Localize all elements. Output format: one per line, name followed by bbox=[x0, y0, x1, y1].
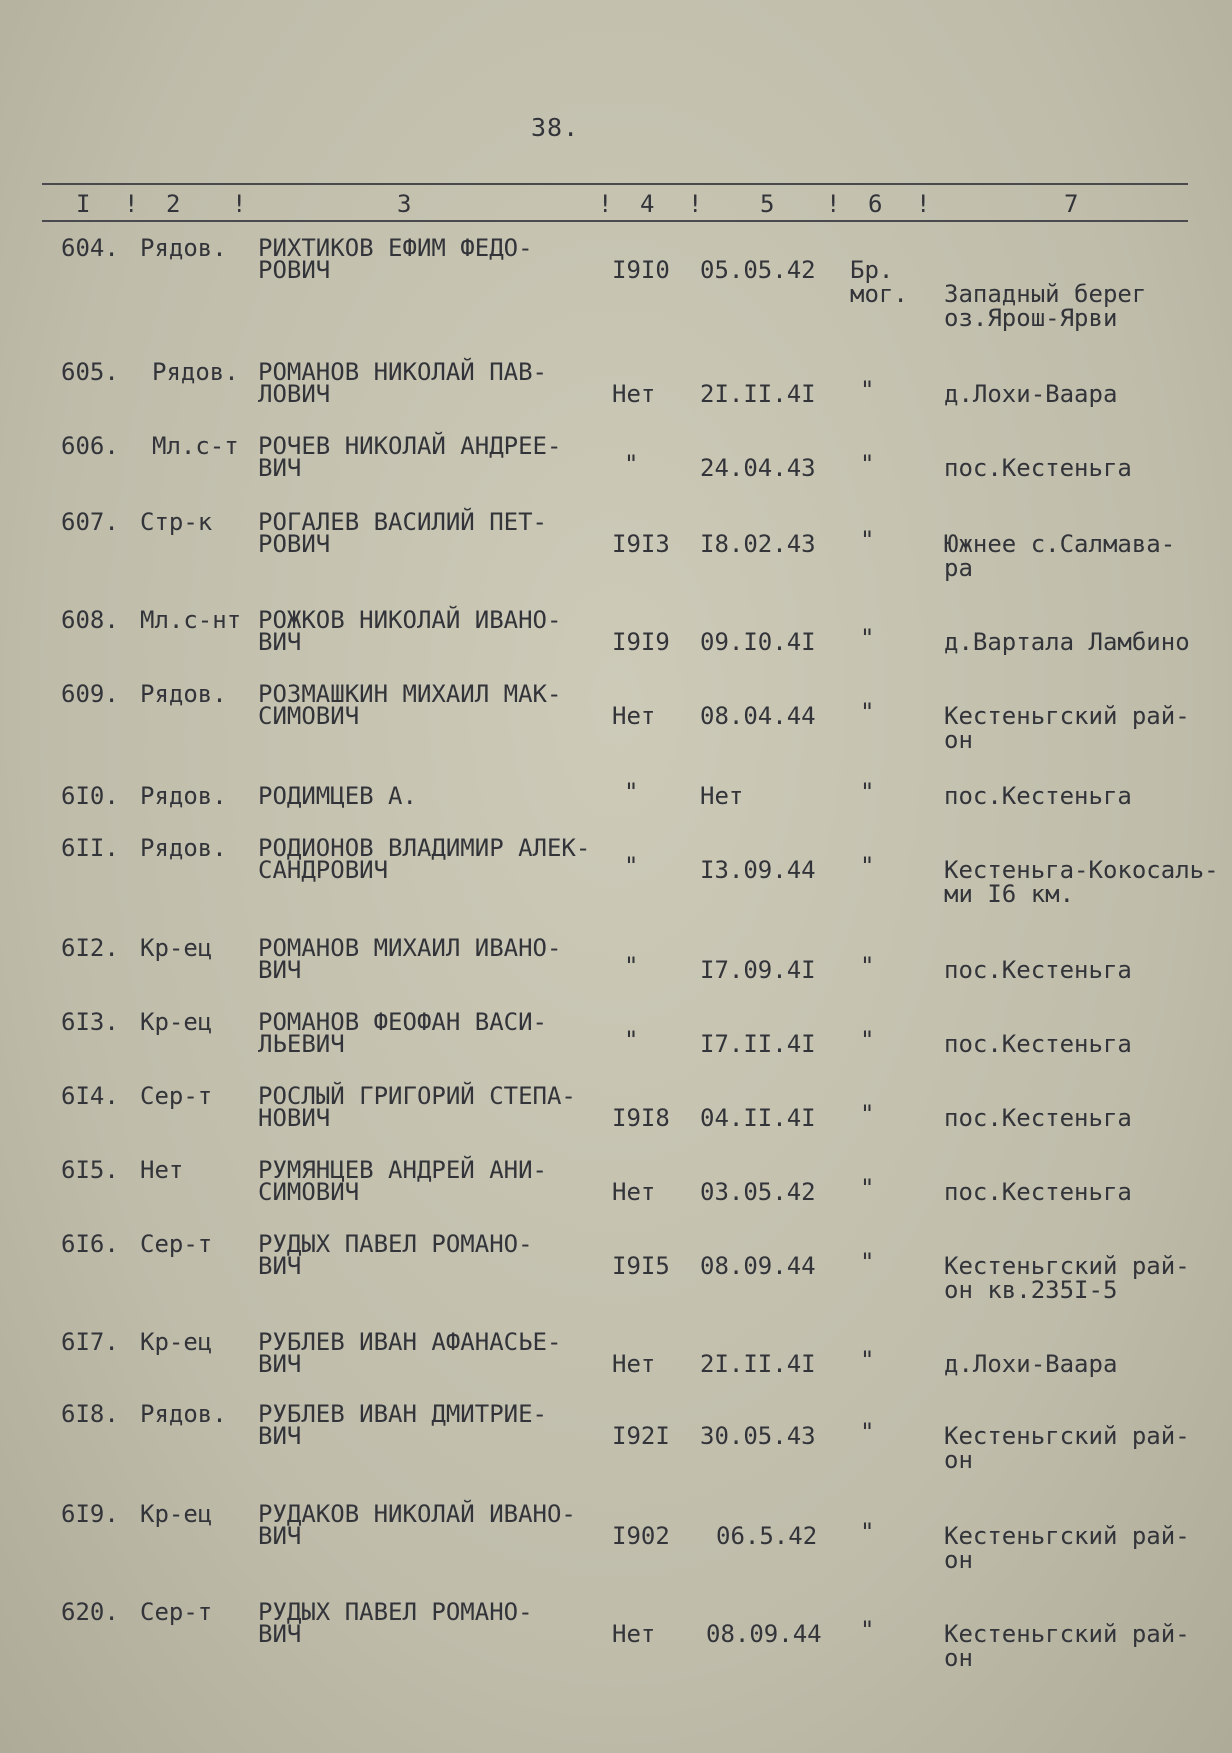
row-death-date: 08.04.44 bbox=[700, 702, 816, 730]
row-burial-type: " bbox=[860, 1418, 875, 1446]
row-rank: Стр-к bbox=[140, 508, 213, 536]
row-name: РОЖКОВ НИКОЛАЙ ИВАНО- ВИЧ bbox=[258, 606, 562, 656]
row-number: 608. bbox=[61, 606, 119, 634]
page-number: 38. bbox=[531, 113, 580, 142]
row-burial-type: " bbox=[860, 1174, 875, 1202]
table-row bbox=[0, 1500, 1232, 1574]
row-burial-place: Кестеньгский рай- он bbox=[944, 702, 1190, 754]
row-birth-year: I9I3 bbox=[612, 530, 670, 558]
row-number: 6I4. bbox=[61, 1082, 119, 1110]
row-birth-year: I9I8 bbox=[612, 1104, 670, 1132]
row-burial-place: д.Вартала Ламбино bbox=[944, 628, 1190, 656]
header-col-3: 3 bbox=[397, 190, 412, 218]
header-col-4: 4 bbox=[640, 190, 655, 218]
row-birth-year: Нет bbox=[612, 380, 656, 408]
row-death-date: 30.05.43 bbox=[700, 1422, 816, 1450]
row-number: 606. bbox=[61, 432, 119, 460]
row-name: РУМЯНЦЕВ АНДРЕЙ АНИ- СИМОВИЧ bbox=[258, 1156, 547, 1206]
row-birth-year: I92I bbox=[612, 1422, 670, 1450]
header-col-7: 7 bbox=[1064, 190, 1079, 218]
row-burial-type: " bbox=[860, 450, 875, 478]
row-burial-place: Кестеньгский рай- он кв.235I-5 bbox=[944, 1252, 1190, 1304]
row-number: 609. bbox=[61, 680, 119, 708]
row-burial-place: Западный берег оз.Ярош-Ярви bbox=[944, 280, 1147, 332]
row-burial-type: " bbox=[860, 698, 875, 726]
row-number: 6I6. bbox=[61, 1230, 119, 1258]
row-name: РУДАКОВ НИКОЛАЙ ИВАНО- ВИЧ bbox=[258, 1500, 576, 1550]
table-row bbox=[0, 934, 1232, 984]
table-row bbox=[0, 358, 1232, 408]
header-separator: ! bbox=[916, 190, 931, 218]
row-birth-year: " bbox=[624, 450, 639, 478]
row-burial-type: " bbox=[860, 1248, 875, 1276]
row-rank: Сер-т bbox=[140, 1230, 213, 1258]
row-rank: Нет bbox=[140, 1156, 184, 1184]
header-separator: ! bbox=[124, 190, 139, 218]
row-rank: Рядов. bbox=[152, 358, 239, 386]
row-name: РОДИМЦЕВ А. bbox=[258, 782, 417, 810]
header-separator: ! bbox=[826, 190, 841, 218]
table-row bbox=[0, 834, 1232, 908]
row-death-date: 2I.II.4I bbox=[700, 380, 816, 408]
row-death-date: I8.02.43 bbox=[700, 530, 816, 558]
header-col-1: I bbox=[76, 190, 91, 218]
row-burial-type: " bbox=[860, 1616, 875, 1644]
row-name: РУДЫХ ПАВЕЛ РОМАНО- ВИЧ bbox=[258, 1230, 533, 1280]
row-death-date: 06.5.42 bbox=[716, 1522, 818, 1550]
row-rank: Кр-ец bbox=[140, 934, 213, 962]
table-row bbox=[0, 508, 1232, 582]
row-name: РОМАНОВ МИХАИЛ ИВАНО- ВИЧ bbox=[258, 934, 562, 984]
row-death-date: 09.I0.4I bbox=[700, 628, 816, 656]
row-name: РОЗМАШКИН МИХАИЛ МАК- СИМОВИЧ bbox=[258, 680, 562, 730]
row-birth-year: " bbox=[624, 852, 639, 880]
row-birth-year: Нет bbox=[612, 702, 656, 730]
row-burial-place: Кестеньгский рай- он bbox=[944, 1422, 1190, 1474]
row-name: РОМАНОВ НИКОЛАЙ ПАВ- ЛОВИЧ bbox=[258, 358, 547, 408]
header-col-5: 5 bbox=[760, 190, 775, 218]
row-name: РОДИОНОВ ВЛАДИМИР АЛЕК- САНДРОВИЧ bbox=[258, 834, 591, 884]
row-number: 604. bbox=[61, 234, 119, 262]
row-burial-place: д.Лохи-Ваара bbox=[944, 1350, 1118, 1378]
row-birth-year: " bbox=[624, 952, 639, 980]
row-number: 607. bbox=[61, 508, 119, 536]
row-death-date: 05.05.42 bbox=[700, 256, 816, 284]
row-birth-year: I902 bbox=[612, 1522, 670, 1550]
header-separator: ! bbox=[688, 190, 703, 218]
row-burial-place: пос.Кестеньга bbox=[944, 1104, 1132, 1132]
row-rank: Сер-т bbox=[140, 1598, 213, 1626]
row-birth-year: Нет bbox=[612, 1620, 656, 1648]
row-burial-type: " bbox=[860, 952, 875, 980]
row-burial-place: пос.Кестеньга bbox=[944, 454, 1132, 482]
row-number: 6I3. bbox=[61, 1008, 119, 1036]
table-row bbox=[0, 778, 1232, 810]
row-burial-type: " bbox=[860, 778, 875, 806]
table-row bbox=[0, 1598, 1232, 1672]
row-number: 6I9. bbox=[61, 1500, 119, 1528]
row-rank: Рядов. bbox=[140, 680, 227, 708]
row-name: РОГАЛЕВ ВАСИЛИЙ ПЕТ- РОВИЧ bbox=[258, 508, 547, 558]
row-death-date: 24.04.43 bbox=[700, 454, 816, 482]
row-number: 605. bbox=[61, 358, 119, 386]
header-separator: ! bbox=[232, 190, 247, 218]
row-burial-place: пос.Кестеньга bbox=[944, 1178, 1132, 1206]
row-death-date: I3.09.44 bbox=[700, 856, 816, 884]
row-burial-type-2: мог. bbox=[850, 280, 908, 308]
row-birth-year: I9I9 bbox=[612, 628, 670, 656]
row-burial-place: пос.Кестеньга bbox=[944, 1030, 1132, 1058]
row-rank: Кр-ец bbox=[140, 1008, 213, 1036]
row-birth-year: " bbox=[624, 778, 639, 806]
row-number: 6I8. bbox=[61, 1400, 119, 1428]
row-burial-place: пос.Кестеньга bbox=[944, 956, 1132, 984]
row-death-date: 03.05.42 bbox=[700, 1178, 816, 1206]
row-birth-year: I9I0 bbox=[612, 256, 670, 284]
table-row bbox=[0, 606, 1232, 656]
row-name: РУБЛЕВ ИВАН АФАНАСЬЕ- ВИЧ bbox=[258, 1328, 562, 1378]
row-burial-type: " bbox=[860, 1518, 875, 1546]
row-rank: Рядов. bbox=[140, 834, 227, 862]
row-burial-place: пос.Кестеньга bbox=[944, 782, 1132, 810]
row-burial-type: " bbox=[860, 526, 875, 554]
row-death-date: 2I.II.4I bbox=[700, 1350, 816, 1378]
table-row bbox=[0, 1082, 1232, 1132]
row-burial-place: Южнее с.Салмава- ра bbox=[944, 530, 1176, 582]
row-rank: Мл.с-нт bbox=[140, 606, 242, 634]
row-burial-type: " bbox=[860, 624, 875, 652]
row-burial-place: д.Лохи-Ваара bbox=[944, 380, 1118, 408]
row-name: РОСЛЫЙ ГРИГОРИЙ СТЕПА- НОВИЧ bbox=[258, 1082, 576, 1132]
row-burial-type: " bbox=[860, 1100, 875, 1128]
row-burial-type: " bbox=[860, 1026, 875, 1054]
row-birth-year: " bbox=[624, 1026, 639, 1054]
row-rank: Мл.с-т bbox=[152, 432, 239, 460]
row-burial-type: Бр. bbox=[850, 256, 894, 284]
row-rank: Сер-т bbox=[140, 1082, 213, 1110]
row-birth-year: Нет bbox=[612, 1178, 656, 1206]
header-col-6: 6 bbox=[868, 190, 883, 218]
row-burial-type: " bbox=[860, 852, 875, 880]
row-death-date: I7.09.4I bbox=[700, 956, 816, 984]
row-death-date: 04.II.4I bbox=[700, 1104, 816, 1132]
table-row bbox=[0, 432, 1232, 482]
row-name: РИХТИКОВ ЕФИМ ФЕДО- РОВИЧ bbox=[258, 234, 533, 284]
row-rank: Рядов. bbox=[140, 782, 227, 810]
row-name: РУДЫХ ПАВЕЛ РОМАНО- ВИЧ bbox=[258, 1598, 533, 1648]
row-birth-year: Нет bbox=[612, 1350, 656, 1378]
row-number: 6II. bbox=[61, 834, 119, 862]
row-burial-type: " bbox=[860, 376, 875, 404]
row-birth-year: I9I5 bbox=[612, 1252, 670, 1280]
row-death-date: I7.II.4I bbox=[700, 1030, 816, 1058]
row-number: 620. bbox=[61, 1598, 119, 1626]
table-row bbox=[0, 234, 1232, 332]
table-row bbox=[0, 1008, 1232, 1058]
row-burial-type: " bbox=[860, 1346, 875, 1374]
row-name: РУБЛЕВ ИВАН ДМИТРИЕ- ВИЧ bbox=[258, 1400, 547, 1450]
row-rank: Кр-ец bbox=[140, 1328, 213, 1356]
row-rank: Рядов. bbox=[140, 234, 227, 262]
header-bottom-rule bbox=[42, 220, 1188, 222]
row-name: РОЧЕВ НИКОЛАЙ АНДРЕЕ- ВИЧ bbox=[258, 432, 562, 482]
row-death-date: 08.09.44 bbox=[700, 1252, 816, 1280]
row-number: 6I2. bbox=[61, 934, 119, 962]
row-burial-place: Кестеньгский рай- он bbox=[944, 1522, 1190, 1574]
table-row bbox=[0, 1400, 1232, 1474]
row-number: 6I7. bbox=[61, 1328, 119, 1356]
table-row bbox=[0, 1230, 1232, 1304]
table-row bbox=[0, 680, 1232, 754]
header-col-2: 2 bbox=[166, 190, 181, 218]
row-rank: Рядов. bbox=[140, 1400, 227, 1428]
row-number: 6I5. bbox=[61, 1156, 119, 1184]
table-row bbox=[0, 1328, 1232, 1378]
row-rank: Кр-ец bbox=[140, 1500, 213, 1528]
row-name: РОМАНОВ ФЕОФАН ВАСИ- ЛЬЕВИЧ bbox=[258, 1008, 547, 1058]
row-number: 6I0. bbox=[61, 782, 119, 810]
table-row bbox=[0, 1156, 1232, 1206]
row-death-date: 08.09.44 bbox=[706, 1620, 822, 1648]
header-separator: ! bbox=[598, 190, 613, 218]
row-burial-place: Кестеньгский рай- он bbox=[944, 1620, 1190, 1672]
header-top-rule bbox=[42, 183, 1188, 185]
row-death-date: Нет bbox=[700, 782, 744, 810]
row-burial-place: Кестеньга-Кокосаль- ми I6 км. bbox=[944, 856, 1219, 908]
